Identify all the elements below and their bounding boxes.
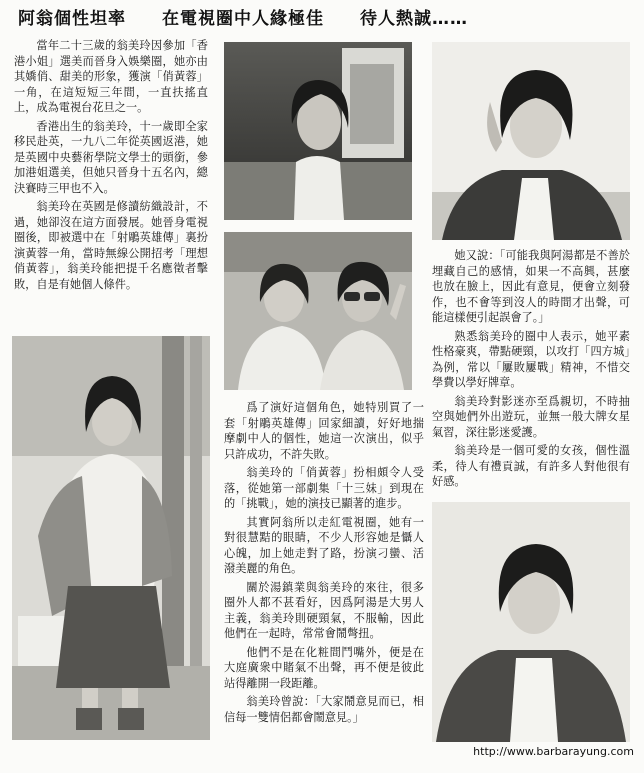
photo-two-women [224,232,412,390]
paragraph: 他們不是在化粧間鬥嘴外，便是在大庭廣衆中賭氣不出聲，再不便是彼此站得離開一段距離。 [224,645,424,690]
paragraph: 當年二十三歲的翁美玲因參加「香港小姐」選美而晉身入娛樂圈，她亦由其嬌俏、甜美的形象，獲演「俏黃蓉」一角，在這短短三年間，一直扶搖直上，成為電視台花旦之一。 [14,39,208,114]
text-column-right [432,248,630,498]
paragraph: 翁美玲的「俏黃蓉」扮相頗令人受落，從她第一部劇集「十三妹」到現在的「挑戰」，她的演技已顯著的進步。 [224,466,424,510]
paragraph: 翁美玲對影迷亦至爲親切，不時抽空與她們外出遊玩，並無一般大牌女星氣習，深往影迷愛護。 [432,394,630,439]
paragraph: 爲了演好這個角色，她特別買了一套「射鵰英雄傳」回家細讀，好好地揣摩劇中人的個性，她這一次演出，似乎只許成功，不許失敗。 [224,401,424,461]
text-column-center [224,400,424,744]
paragraph: 熟悉翁美玲的圈中人表示，她平素性格豪爽，帶點硬頸，以攻打「四方城」為例，常以「屢敗屢戰」精神，不惜交學費以學好牌章。 [432,329,630,389]
paragraph: 香港出生的翁美玲，十一歲即全家移民赴英，一九八二年從英國返港，她是英國中央藝術學院文學士的頭銜，參加港姐選美，但她只晉身十五名內，總決賽時三甲也不入。 [14,119,208,195]
page-title: 阿翁個性坦率 在電視圈中人緣極佳 待人熱誠…… [18,9,468,29]
paragraph: 她又說：「可能我與阿湯都是不善於埋藏自己的感情，如果一不高興，甚麼也放在臉上，因此有意見，便會立刻發作，也不會等到沒人的時間才出聲，可能這樣便引起誤會了。」 [432,249,630,324]
photo-full-length-left [12,336,210,740]
paragraph: 翁美玲在英國是修讀紡織設計，不過，她卻沒在這方面發展。她晉身電視圈後，即被選中在「射鵰英雄傳」裏扮演黃蓉一角，當時無線公開招考「理想俏黃蓉」，翁美玲能把提千名應徵者擊敗，自是有她個人條件。 [14,200,208,291]
photo-portrait-top-center [224,42,412,220]
paragraph: 關於湯鎮業與翁美玲的來往，很多圈外人都不甚看好，因爲阿湯是大男人主義，翁美玲則硬頸氣，不服輸，因此他們在一起時，常常會鬧彆扭。 [224,580,424,640]
website-credit: http://www.barbarayung.com [473,745,634,758]
text-column-left [14,38,208,330]
paragraph: 其實阿翁所以走紅電視圈，她有一對很慧黠的眼睛，不少人形容她是懾人心魄，加上她走對了路，扮演刁蠻、活潑美麗的角色。 [224,515,424,575]
paragraph: 翁美玲是一個可愛的女孩，個性溫柔，待人有禮貢誠，有許多人對他很有好感。 [432,444,630,488]
paragraph: 翁美玲曾說：「大家鬧意見而已，相信每一雙情侶都會鬧意見。」 [224,695,424,724]
photo-portrait-bottom-right [432,502,630,742]
photo-portrait-top-right [432,42,630,240]
